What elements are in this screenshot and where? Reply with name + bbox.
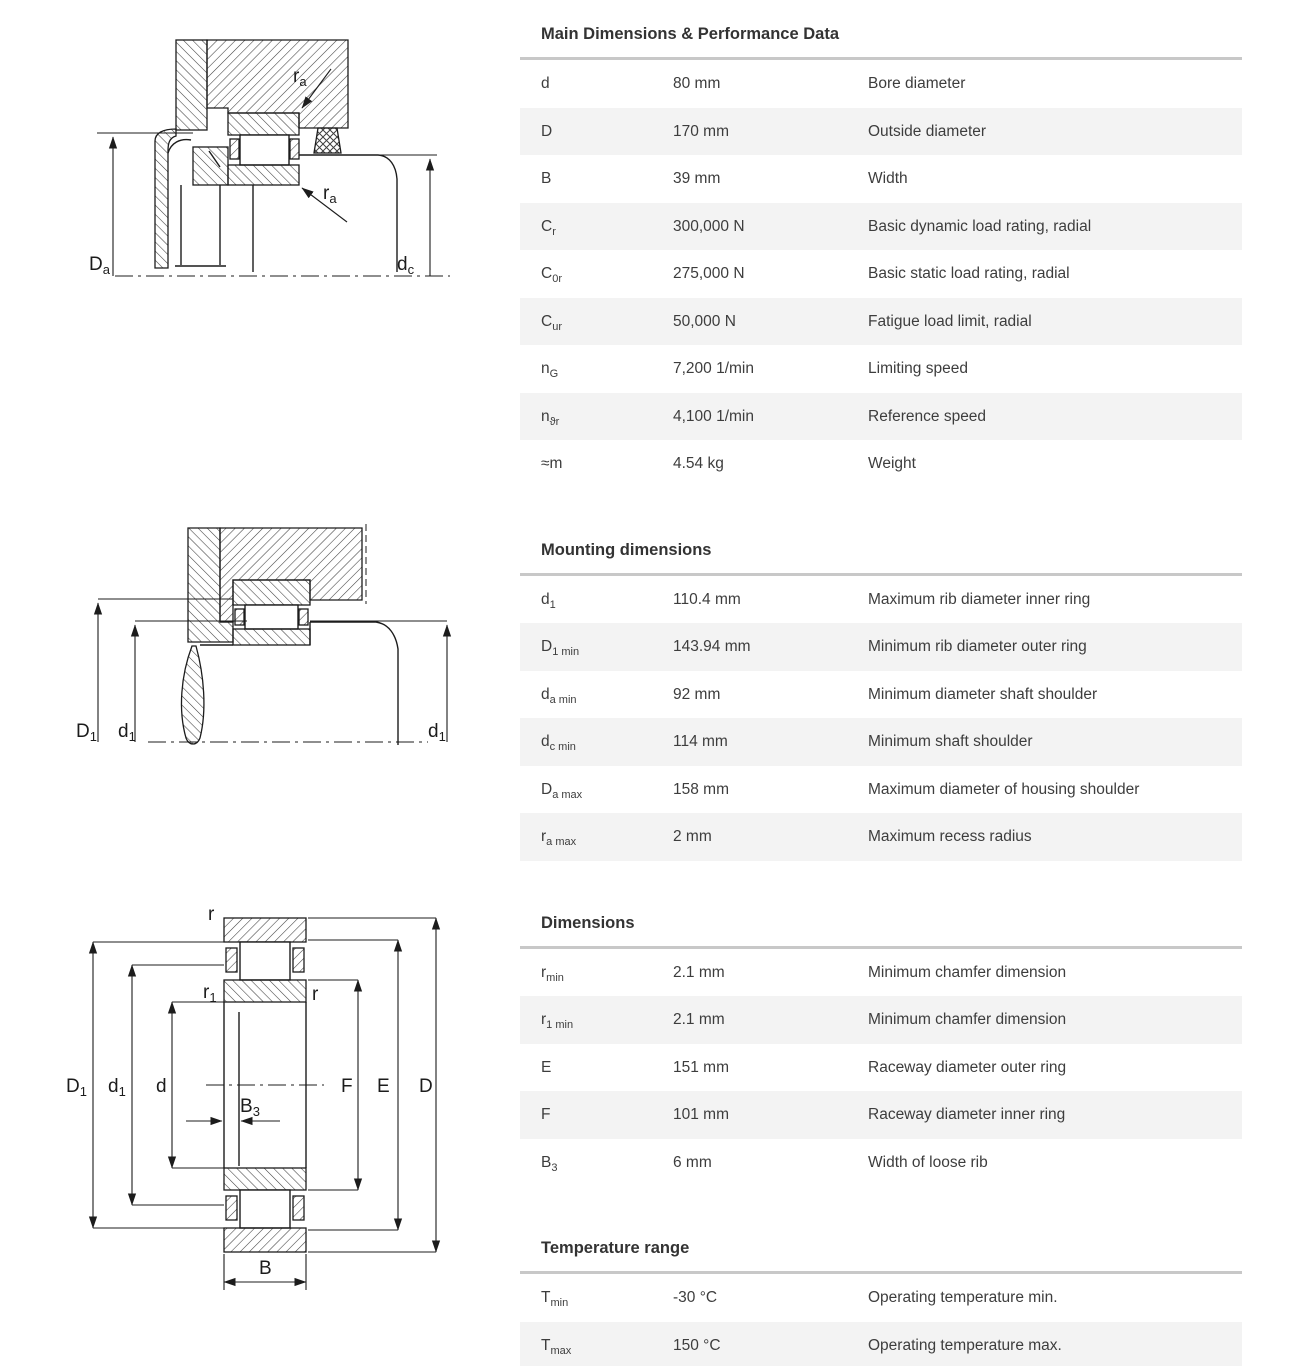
label-D: D (419, 1076, 433, 1097)
symbol-cell (541, 122, 673, 141)
description-cell: Maximum diameter of housing shoulder (868, 780, 1140, 798)
symbol-cell (541, 1010, 673, 1032)
description-cell: Width of loose rib (868, 1153, 988, 1171)
dimension-D1 (66, 942, 224, 1228)
label-d1: $d_1$ (118, 721, 136, 744)
symbol-base: B (541, 170, 552, 188)
symbol-base: F (541, 1106, 551, 1124)
description-cell: Minimum rib diameter outer ring (868, 638, 1087, 656)
table-row (520, 60, 1242, 108)
symbol-cell (541, 827, 673, 849)
value-cell: 143.94 mm (673, 638, 751, 656)
table-row (520, 345, 1242, 393)
table-row (520, 813, 1242, 861)
symbol-subscript: ur (552, 320, 562, 333)
symbol-subscript: G (549, 368, 559, 381)
symbol-base: n (541, 360, 550, 378)
description-cell: Raceway diameter outer ring (868, 1058, 1067, 1076)
symbol-subscript: a max (546, 836, 577, 849)
description-cell: Minimum diameter shaft shoulder (868, 685, 1098, 703)
spec-tables (520, 0, 1242, 1366)
label-d: d (156, 1076, 167, 1097)
symbol-subscript: a min (549, 693, 577, 706)
value-cell: 150 °C (673, 1336, 721, 1354)
symbol-base: d (541, 590, 550, 608)
table-row (520, 1322, 1242, 1366)
symbol-cell (541, 407, 673, 426)
symbol-base: r (541, 828, 547, 846)
symbol-cell (541, 637, 673, 659)
value-cell: 110.4 mm (673, 590, 741, 608)
description-cell: Fatigue load limit, radial (868, 312, 1032, 330)
value-cell: 158 mm (673, 780, 729, 798)
label-ra: $r_a$ (323, 183, 337, 206)
bearing-section (193, 113, 299, 185)
description-cell: Maximum recess radius (868, 828, 1032, 846)
symbol-cell (541, 359, 673, 381)
section-temperature-range (520, 1238, 1242, 1366)
description-cell: Operating temperature max. (868, 1336, 1062, 1354)
dimension-dc (301, 155, 437, 277)
section-main-dimensions (520, 24, 1242, 488)
spec-table (520, 1271, 1242, 1366)
symbol-subscript: r (552, 225, 556, 238)
symbol-base: D (541, 122, 553, 140)
symbol-base: B (541, 1153, 552, 1171)
value-cell: 39 mm (673, 170, 721, 188)
symbol-cell (541, 1058, 673, 1077)
label-r-right: r (312, 984, 319, 1005)
description-cell: Basic dynamic load rating, radial (868, 217, 1092, 235)
dimension-d1-right (310, 621, 447, 744)
symbol-cell (541, 217, 673, 236)
symbol-cell (541, 780, 673, 799)
table-row (520, 155, 1242, 203)
table-row (520, 440, 1242, 488)
symbol-cell (541, 454, 673, 473)
label-E: E (377, 1076, 390, 1097)
section-title: Main Dimensions & Performance Data (541, 25, 839, 43)
dimension-B3 (186, 1096, 280, 1121)
dimension-E (308, 940, 398, 1230)
label-D1: $D_1$ (66, 1076, 87, 1099)
symbol-subscript: 1 min (552, 646, 580, 659)
table-row (520, 298, 1242, 346)
symbol-subscript: 1 (549, 598, 556, 611)
symbol-subscript: max (550, 1344, 572, 1357)
label-r1: $r_1$ (203, 982, 217, 1005)
label-d1: $d_1$ (428, 721, 446, 744)
symbol-subscript: ϑr (549, 415, 560, 428)
table-row (520, 996, 1242, 1044)
drawing-bearing-cross-section (50, 890, 460, 1310)
symbol-subscript: a max (552, 788, 583, 801)
symbol-base: d (541, 685, 550, 703)
symbol-base: ≈m (541, 455, 563, 473)
description-cell: Limiting speed (868, 360, 968, 378)
table-row (520, 250, 1242, 298)
table-row (520, 718, 1242, 766)
description-cell: Minimum shaft shoulder (868, 733, 1033, 751)
symbol-base: D (541, 780, 553, 798)
label-D1: $D_1$ (76, 721, 97, 744)
table-row (520, 1274, 1242, 1322)
symbol-cell (541, 1336, 673, 1355)
symbol-base: C (541, 312, 553, 330)
seal-section (314, 128, 341, 153)
value-cell: 4,100 1/min (673, 407, 754, 425)
symbol-subscript: min (550, 1297, 569, 1310)
label-r-top: r (208, 904, 215, 925)
symbol-subscript: 0r (552, 273, 562, 286)
value-cell: 2.1 mm (673, 1011, 725, 1029)
table-row (520, 949, 1242, 997)
symbol-base: d (541, 733, 550, 751)
value-cell: 92 mm (673, 685, 721, 703)
symbol-base: E (541, 1058, 552, 1076)
symbol-subscript: 3 (551, 1161, 558, 1174)
value-cell: 151 mm (673, 1058, 729, 1076)
symbol-base: C (541, 217, 553, 235)
description-cell: Outside diameter (868, 122, 987, 140)
dimension-B (224, 1254, 306, 1290)
table-row (520, 203, 1242, 251)
value-cell: 170 mm (673, 122, 729, 140)
description-cell: Basic static load rating, radial (868, 265, 1070, 283)
dimension-ra-bottom (302, 183, 347, 222)
drawing-rib-diameters (60, 510, 480, 790)
section-dimensions (520, 913, 1242, 1187)
symbol-base: r (541, 1011, 547, 1029)
label-Da: $D_a$ (89, 254, 110, 277)
label-d1: $d_1$ (108, 1076, 126, 1099)
symbol-base: C (541, 265, 553, 283)
symbol-cell (541, 1153, 673, 1172)
table-row (520, 1044, 1242, 1092)
spec-table (520, 57, 1242, 488)
symbol-cell (541, 264, 673, 286)
label-B3: $B_3$ (240, 1096, 260, 1119)
value-cell: 2.1 mm (673, 963, 725, 981)
value-cell: 6 mm (673, 1153, 712, 1171)
table-row (520, 766, 1242, 814)
description-cell: Width (868, 170, 908, 188)
table-row (520, 393, 1242, 441)
symbol-base: T (541, 1289, 551, 1307)
table-row (520, 576, 1242, 624)
value-cell: 2 mm (673, 828, 712, 846)
spec-table (520, 946, 1242, 1187)
table-row (520, 1091, 1242, 1139)
symbol-cell (541, 963, 673, 982)
symbol-base: d (541, 75, 550, 93)
value-cell: 7,200 1/min (673, 360, 754, 378)
value-cell: -30 °C (673, 1289, 718, 1307)
table-row (520, 623, 1242, 671)
table-row (520, 671, 1242, 719)
symbol-cell (541, 732, 673, 754)
symbol-cell (541, 1288, 673, 1310)
spec-table (520, 573, 1242, 861)
section-title: Temperature range (541, 1239, 690, 1257)
value-cell: 101 mm (673, 1106, 729, 1124)
value-cell: 300,000 N (673, 217, 745, 235)
symbol-cell (541, 590, 673, 609)
dimension-D (308, 918, 436, 1252)
symbol-cell (541, 312, 673, 331)
section-title: Dimensions (541, 913, 635, 932)
description-cell: Reference speed (868, 407, 987, 425)
symbol-subscript: min (546, 971, 564, 984)
value-cell: 50,000 N (673, 312, 736, 330)
section-mounting-dimensions (520, 540, 1242, 861)
dimension-Da (89, 133, 193, 277)
value-cell: 114 mm (673, 733, 728, 751)
symbol-subscript: c min (549, 741, 576, 754)
label-B: B (259, 1258, 272, 1279)
symbol-cell (541, 74, 673, 93)
description-cell: Minimum chamfer dimension (868, 1011, 1067, 1029)
symbol-cell (541, 685, 673, 704)
symbol-base: n (541, 407, 550, 425)
table-row (520, 108, 1242, 156)
value-cell: 80 mm (673, 75, 721, 93)
description-cell: Bore diameter (868, 75, 966, 93)
symbol-cell (541, 169, 673, 188)
symbol-cell (541, 1105, 673, 1124)
section-title: Mounting dimensions (541, 540, 712, 559)
description-cell: Maximum rib diameter inner ring (868, 590, 1091, 608)
label-F: F (341, 1076, 353, 1097)
description-cell: Weight (868, 455, 916, 473)
symbol-base: r (541, 963, 547, 981)
symbol-base: D (541, 638, 553, 656)
label-ra: $r_a$ (293, 66, 307, 89)
bearing-section (233, 580, 310, 645)
symbol-subscript: 1 min (546, 1019, 574, 1032)
description-cell: Raceway diameter inner ring (868, 1106, 1066, 1124)
description-cell: Operating temperature min. (868, 1289, 1058, 1307)
table-row (520, 1139, 1242, 1187)
description-cell: Minimum chamfer dimension (868, 963, 1067, 981)
symbol-base: T (541, 1336, 551, 1354)
value-cell: 275,000 N (673, 265, 745, 283)
label-dc: $d_c$ (397, 254, 415, 277)
value-cell: 4.54 kg (673, 455, 724, 473)
drawing-mounting-fit (85, 25, 480, 355)
